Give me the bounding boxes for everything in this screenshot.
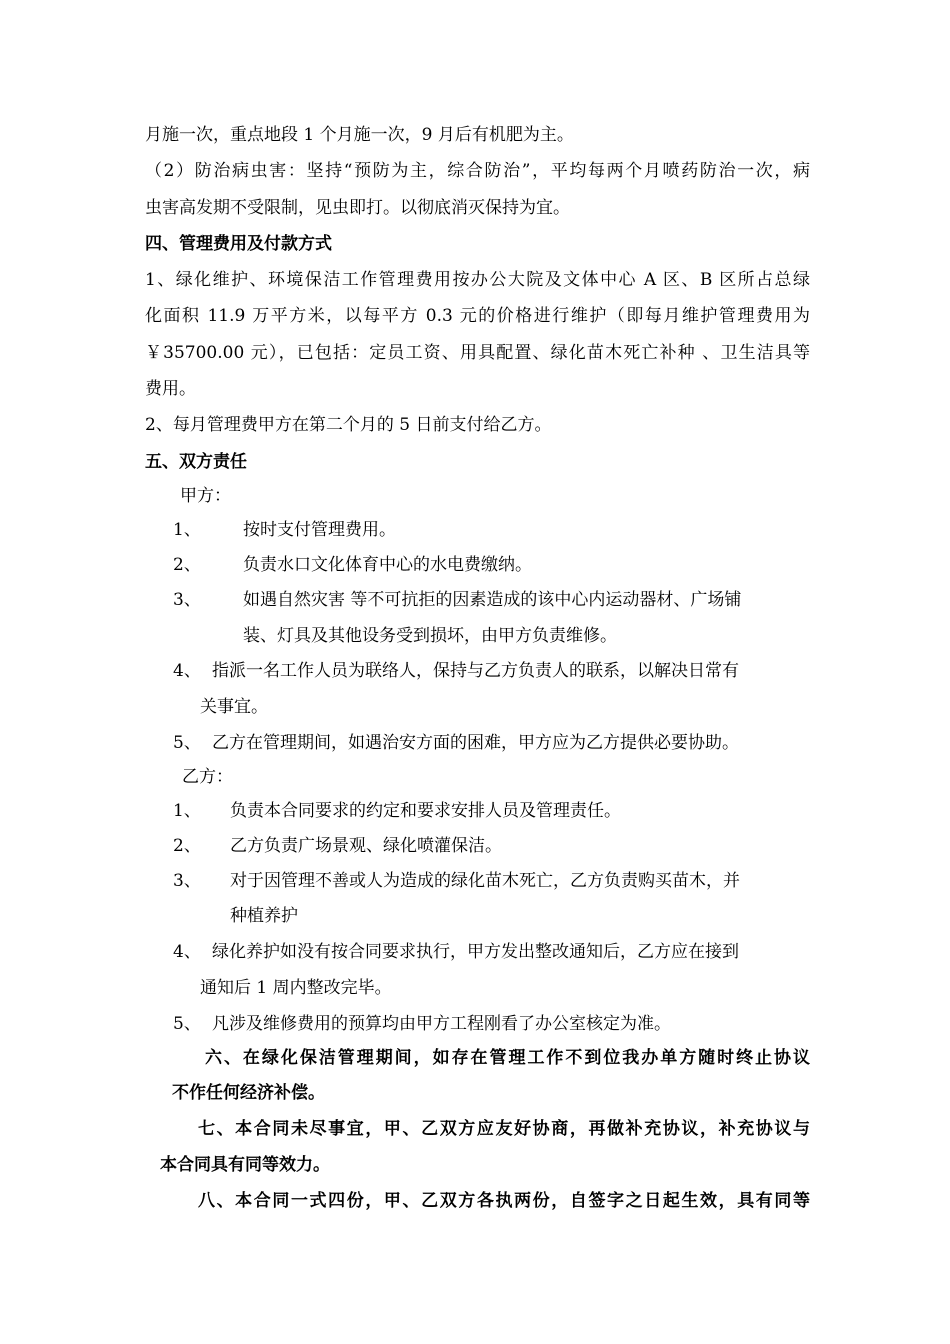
paragraph-line: 化面积 11.9 万平方米，以每平方 0.3 元的价格进行维护（即每月维护管理费用为 xyxy=(145,306,810,326)
paragraph-line: 月施一次，重点地段 1 个月施一次，9 月后有机肥为主。 xyxy=(145,125,574,145)
list-item: 负责水口文化体育中心的水电费缴纳。 xyxy=(243,555,532,575)
paragraph-line: 1、绿化维护、环境保洁工作管理费用按办公大院及文体中心 A 区、B 区所占总绿 xyxy=(145,270,810,290)
list-item-number: 2、 xyxy=(173,836,201,856)
list-item: 指派一名工作人员为联络人，保持与乙方负责人的联系，以解决日常有 xyxy=(212,661,739,681)
list-item: 乙方在管理期间，如遇治安方面的困难，甲方应为乙方提供必要协助。 xyxy=(212,733,739,753)
list-item: 对于因管理不善或人为造成的绿化苗木死亡，乙方负责购买苗木，并 xyxy=(230,871,740,891)
list-item-number: 2、 xyxy=(173,555,201,575)
list-item: 按时支付管理费用。 xyxy=(243,520,396,540)
clause-six: 六、在绿化保洁管理期间，如存在管理工作不到位我办单方随时终止协议 xyxy=(205,1048,810,1068)
list-item-continuation: 种植养护 xyxy=(230,906,298,926)
list-item-continuation: 通知后 1 周内整改完毕。 xyxy=(200,978,392,998)
paragraph-line: 费用。 xyxy=(145,379,196,399)
list-item-continuation: 关事宜。 xyxy=(200,697,268,717)
paragraph-line: ￥35700.00 元），已包括：定员工资、用具配置、绿化苗木死亡补种 、卫生洁具等 xyxy=(145,343,810,363)
list-item-number: 1、 xyxy=(173,801,201,821)
list-item-number: 4、 xyxy=(173,942,201,962)
list-item: 如遇自然灾害 等不可抗拒的因素造成的该中心内运动器材、广场铺 xyxy=(243,590,742,610)
list-item-number: 4、 xyxy=(173,661,201,681)
section-heading: 五、双方责任 xyxy=(145,452,247,472)
list-item-number: 5、 xyxy=(173,1014,201,1034)
paragraph-line: 2、每月管理费甲方在第二个月的 5 日前支付给乙方。 xyxy=(145,415,552,435)
clause-seven-continuation: 本合同具有同等效力。 xyxy=(160,1155,330,1175)
party-a-label: 甲方： xyxy=(180,486,231,506)
paragraph-line: 虫害高发期不受限制，见虫即打。以彻底消灭保持为宜。 xyxy=(145,198,570,218)
section-heading: 四、管理费用及付款方式 xyxy=(145,234,332,254)
list-item: 负责本合同要求的约定和要求安排人员及管理责任。 xyxy=(230,801,621,821)
list-item-continuation: 装、灯具及其他设务受到损坏，由甲方负责维修。 xyxy=(243,626,617,646)
clause-eight: 八、本合同一式四份，甲、乙双方各执两份，自签字之日起生效，具有同等 xyxy=(198,1191,810,1211)
clause-seven: 七、本合同未尽事宜，甲、乙双方应友好协商，再做补充协议，补充协议与 xyxy=(198,1119,810,1139)
list-item-number: 3、 xyxy=(173,590,201,610)
list-item: 绿化养护如没有按合同要求执行，甲方发出整改通知后，乙方应在接到 xyxy=(212,942,739,962)
list-item-number: 1、 xyxy=(173,520,201,540)
clause-six-continuation: 不作任何经济补偿。 xyxy=(172,1083,325,1103)
list-item-number: 3、 xyxy=(173,871,201,891)
paragraph-line: （2）防治病虫害：坚持“预防为主，综合防治”，平均每两个月喷药防治一次，病 xyxy=(145,161,810,181)
list-item: 凡涉及维修费用的预算均由甲方工程刚看了办公室核定为准。 xyxy=(212,1014,671,1034)
list-item: 乙方负责广场景观、绿化喷灌保洁。 xyxy=(230,836,502,856)
list-item-number: 5、 xyxy=(173,733,201,753)
party-b-label: 乙方： xyxy=(182,767,233,787)
